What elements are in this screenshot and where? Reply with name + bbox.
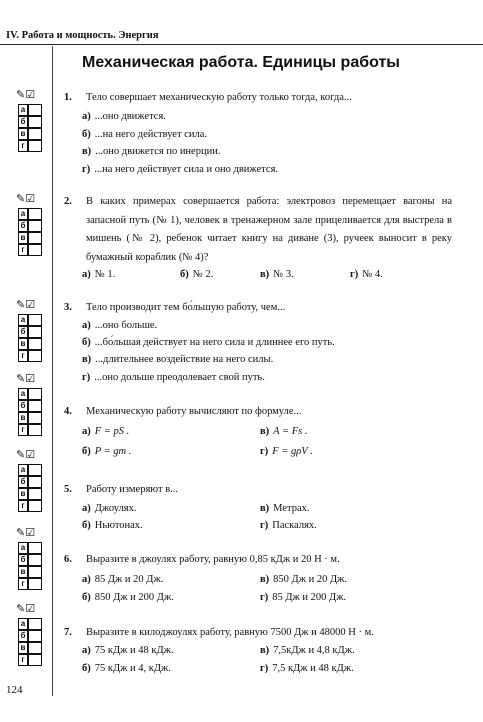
option-b[interactable] — [82, 337, 335, 348]
option-a[interactable] — [82, 269, 115, 280]
answer-box-v[interactable] — [28, 338, 42, 350]
option-text: 75 кДж и 48 кДж. — [94, 645, 174, 656]
option-b[interactable] — [180, 269, 213, 280]
option-a[interactable] — [82, 426, 129, 437]
option-text: ...оно движется по инерции. — [95, 146, 221, 157]
option-label: г) — [260, 446, 269, 457]
option-b[interactable] — [82, 663, 171, 674]
option-label: б) — [82, 520, 91, 531]
answer-box-b[interactable] — [28, 220, 42, 232]
answer-letter: а — [18, 464, 28, 476]
option-label: а) — [82, 320, 91, 331]
answer-letter: а — [18, 314, 28, 326]
answer-box-a[interactable] — [28, 314, 42, 326]
answer-box-g[interactable] — [28, 424, 42, 436]
answer-box-a[interactable] — [28, 104, 42, 116]
question-text: В каких примерах совершается работа: электровоз перемещает вагоны на запасной путь (№ 1), человек в тренажерном зале прицеливается для выстрела в мишень (№ 2), ребенок читает книгу на диване (3), ручеек выносит в реку бумажный кораблик (№ 4)? — [86, 196, 452, 263]
option-label: г) — [260, 520, 269, 531]
option-label: в) — [260, 645, 270, 656]
option-text: Метрах. — [273, 503, 310, 514]
option-label: в) — [260, 503, 270, 514]
answer-letter: а — [18, 104, 28, 116]
answer-letter: в — [18, 338, 28, 350]
option-label: г) — [260, 663, 269, 674]
answer-letter: в — [18, 232, 28, 244]
answer-letter: а — [18, 542, 28, 554]
option-text: ...бо́льшая действует на него сила и длиннее его путь. — [94, 337, 335, 348]
option-label: в) — [82, 354, 92, 365]
answer-box-b[interactable] — [28, 476, 42, 488]
answer-letter: г — [18, 350, 28, 362]
pencil-check-icon: ✎☑ — [16, 192, 36, 205]
option-b[interactable] — [82, 520, 143, 531]
header-rule — [0, 44, 483, 45]
answer-box-a[interactable] — [28, 542, 42, 554]
option-formula: P = gm . — [94, 446, 132, 457]
answer-box-v[interactable] — [28, 642, 42, 654]
chapter-header: IV. Работа и мощность. Энергия — [6, 30, 159, 41]
option-label: в) — [82, 146, 92, 157]
option-a[interactable] — [82, 503, 137, 514]
option-text: № 4. — [362, 269, 383, 280]
option-text: № 1. — [94, 269, 116, 280]
option-label: г) — [260, 592, 269, 603]
option-text: № 3. — [273, 269, 294, 280]
question-number: 1. — [64, 92, 72, 103]
option-label: г) — [82, 372, 91, 383]
answer-letter: в — [18, 488, 28, 500]
answer-box-g[interactable] — [28, 140, 42, 152]
pencil-check-icon: ✎☑ — [16, 602, 36, 615]
option-label: а) — [82, 503, 91, 514]
option-label: г) — [350, 269, 359, 280]
option-g[interactable] — [260, 663, 354, 674]
answer-letter: б — [18, 400, 28, 412]
answer-box-b[interactable] — [28, 116, 42, 128]
answer-box-a[interactable] — [28, 464, 42, 476]
pencil-check-icon: ✎☑ — [16, 298, 36, 311]
option-text: 7,5 кДж и 48 кДж. — [272, 663, 354, 674]
option-text: Джоулях. — [94, 503, 137, 514]
option-label: б) — [180, 269, 189, 280]
pencil-check-icon: ✎☑ — [16, 372, 36, 385]
question-text: Тело совершает механическую работу только тогда, когда... — [86, 92, 352, 103]
option-a[interactable] — [82, 111, 166, 122]
option-text: 850 Дж и 20 Дж. — [273, 574, 347, 585]
answer-box-g[interactable] — [28, 244, 42, 256]
answer-letter: г — [18, 578, 28, 590]
option-label: б) — [82, 446, 91, 457]
option-text: № 2. — [192, 269, 214, 280]
answer-box-v[interactable] — [28, 412, 42, 424]
option-text: 85 Дж и 20 Дж. — [94, 574, 164, 585]
answer-box-g[interactable] — [28, 500, 42, 512]
option-label: в) — [260, 269, 270, 280]
answer-box-a[interactable] — [28, 618, 42, 630]
answer-letter: г — [18, 654, 28, 666]
option-label: б) — [82, 663, 91, 674]
question-text: Механическую работу вычисляют по формуле... — [86, 406, 302, 417]
answer-box-b[interactable] — [28, 554, 42, 566]
question-number: 7. — [64, 627, 72, 638]
option-v[interactable] — [82, 146, 220, 157]
answer-letter: в — [18, 642, 28, 654]
option-g[interactable] — [260, 446, 313, 457]
option-label: б) — [82, 592, 91, 603]
option-v[interactable] — [260, 426, 307, 437]
option-v[interactable] — [260, 269, 294, 280]
option-label: а) — [82, 645, 91, 656]
answer-box-v[interactable] — [28, 566, 42, 578]
answer-letter: б — [18, 326, 28, 338]
pencil-check-icon: ✎☑ — [16, 88, 36, 101]
answer-letter: г — [18, 140, 28, 152]
option-text: ...оно больше. — [94, 320, 158, 331]
answer-letter: в — [18, 128, 28, 140]
option-text: ...оно дольше преодолевает свой путь. — [94, 372, 265, 383]
question-text: Работу измеряют в... — [86, 484, 179, 495]
answer-box-a[interactable] — [28, 208, 42, 220]
answer-box-b[interactable] — [28, 400, 42, 412]
option-formula: A = Fs . — [273, 426, 308, 437]
option-label: а) — [82, 269, 91, 280]
answer-box-a[interactable] — [28, 388, 42, 400]
option-label: а) — [82, 574, 91, 585]
answer-letter: г — [18, 424, 28, 436]
option-text: Паскалях. — [272, 520, 317, 531]
option-formula: F = pS . — [94, 426, 130, 437]
option-b[interactable] — [82, 446, 131, 457]
option-v[interactable] — [260, 503, 310, 514]
option-text: Ньютонах. — [94, 520, 143, 531]
question-text: Тело производит тем бо́льшую работу, чем... — [86, 302, 286, 313]
option-g[interactable] — [82, 372, 265, 383]
option-text: ...на него действует сила и оно движется. — [94, 164, 279, 175]
option-text: 75 кДж и 4, кДж. — [94, 663, 171, 674]
answer-letter: б — [18, 220, 28, 232]
option-v[interactable] — [260, 574, 347, 585]
answer-letter: а — [18, 618, 28, 630]
option-a[interactable] — [82, 645, 174, 656]
page-title: Механическая работа. Единицы работы — [82, 54, 400, 71]
option-formula: F = gρV . — [272, 446, 313, 457]
answer-box-g[interactable] — [28, 654, 42, 666]
answer-letter: б — [18, 116, 28, 128]
answer-box-v[interactable] — [28, 488, 42, 500]
question-number: 4. — [64, 406, 72, 417]
answer-box-v[interactable] — [28, 232, 42, 244]
answer-letter: а — [18, 208, 28, 220]
question-number: 5. — [64, 484, 72, 495]
pencil-check-icon: ✎☑ — [16, 448, 36, 461]
option-g[interactable] — [260, 520, 317, 531]
option-label: в) — [260, 426, 270, 437]
question-number: 2. — [64, 196, 72, 207]
pencil-check-icon: ✎☑ — [16, 526, 36, 539]
answer-box-g[interactable] — [28, 578, 42, 590]
option-text: 7,5кДж и 4,8 кДж. — [273, 645, 355, 656]
answer-letter: б — [18, 630, 28, 642]
answer-box-b[interactable] — [28, 630, 42, 642]
option-v[interactable] — [82, 354, 273, 365]
option-a[interactable] — [82, 320, 157, 331]
answer-letter: в — [18, 566, 28, 578]
question-number: 6. — [64, 554, 72, 565]
answer-letter: а — [18, 388, 28, 400]
option-label: а) — [82, 111, 91, 122]
option-label: г) — [82, 164, 91, 175]
option-label: б) — [82, 129, 91, 140]
option-g[interactable] — [82, 164, 278, 175]
option-b[interactable] — [82, 592, 174, 603]
answer-letter: в — [18, 412, 28, 424]
question-text: Выразите в килоджоулях работу, равную 7500 Дж и 48000 Н · м. — [86, 627, 374, 638]
answer-letter: г — [18, 500, 28, 512]
option-label: в) — [260, 574, 270, 585]
option-text: ...длительнее воздействие на него силы. — [95, 354, 274, 365]
margin-line — [52, 46, 53, 696]
answer-letter: б — [18, 476, 28, 488]
option-text: ...оно движется. — [94, 111, 166, 122]
answer-letter: г — [18, 244, 28, 256]
answer-letter: б — [18, 554, 28, 566]
page-number: 124 — [6, 684, 23, 696]
option-g[interactable] — [350, 269, 383, 280]
answer-box-v[interactable] — [28, 128, 42, 140]
answer-box-b[interactable] — [28, 326, 42, 338]
answer-box-g[interactable] — [28, 350, 42, 362]
option-text: 850 Дж и 200 Дж. — [94, 592, 174, 603]
option-a[interactable] — [82, 574, 163, 585]
question-number: 3. — [64, 302, 72, 313]
option-b[interactable] — [82, 129, 207, 140]
option-v[interactable] — [260, 645, 355, 656]
option-label: а) — [82, 426, 91, 437]
option-label: б) — [82, 337, 91, 348]
option-text: 85 Дж и 200 Дж. — [272, 592, 347, 603]
question-text: Выразите в джоулях работу, равную 0,85 кДж и 20 Н · м. — [86, 554, 340, 565]
option-text: ...на него действует сила. — [94, 129, 207, 140]
option-g[interactable] — [260, 592, 346, 603]
